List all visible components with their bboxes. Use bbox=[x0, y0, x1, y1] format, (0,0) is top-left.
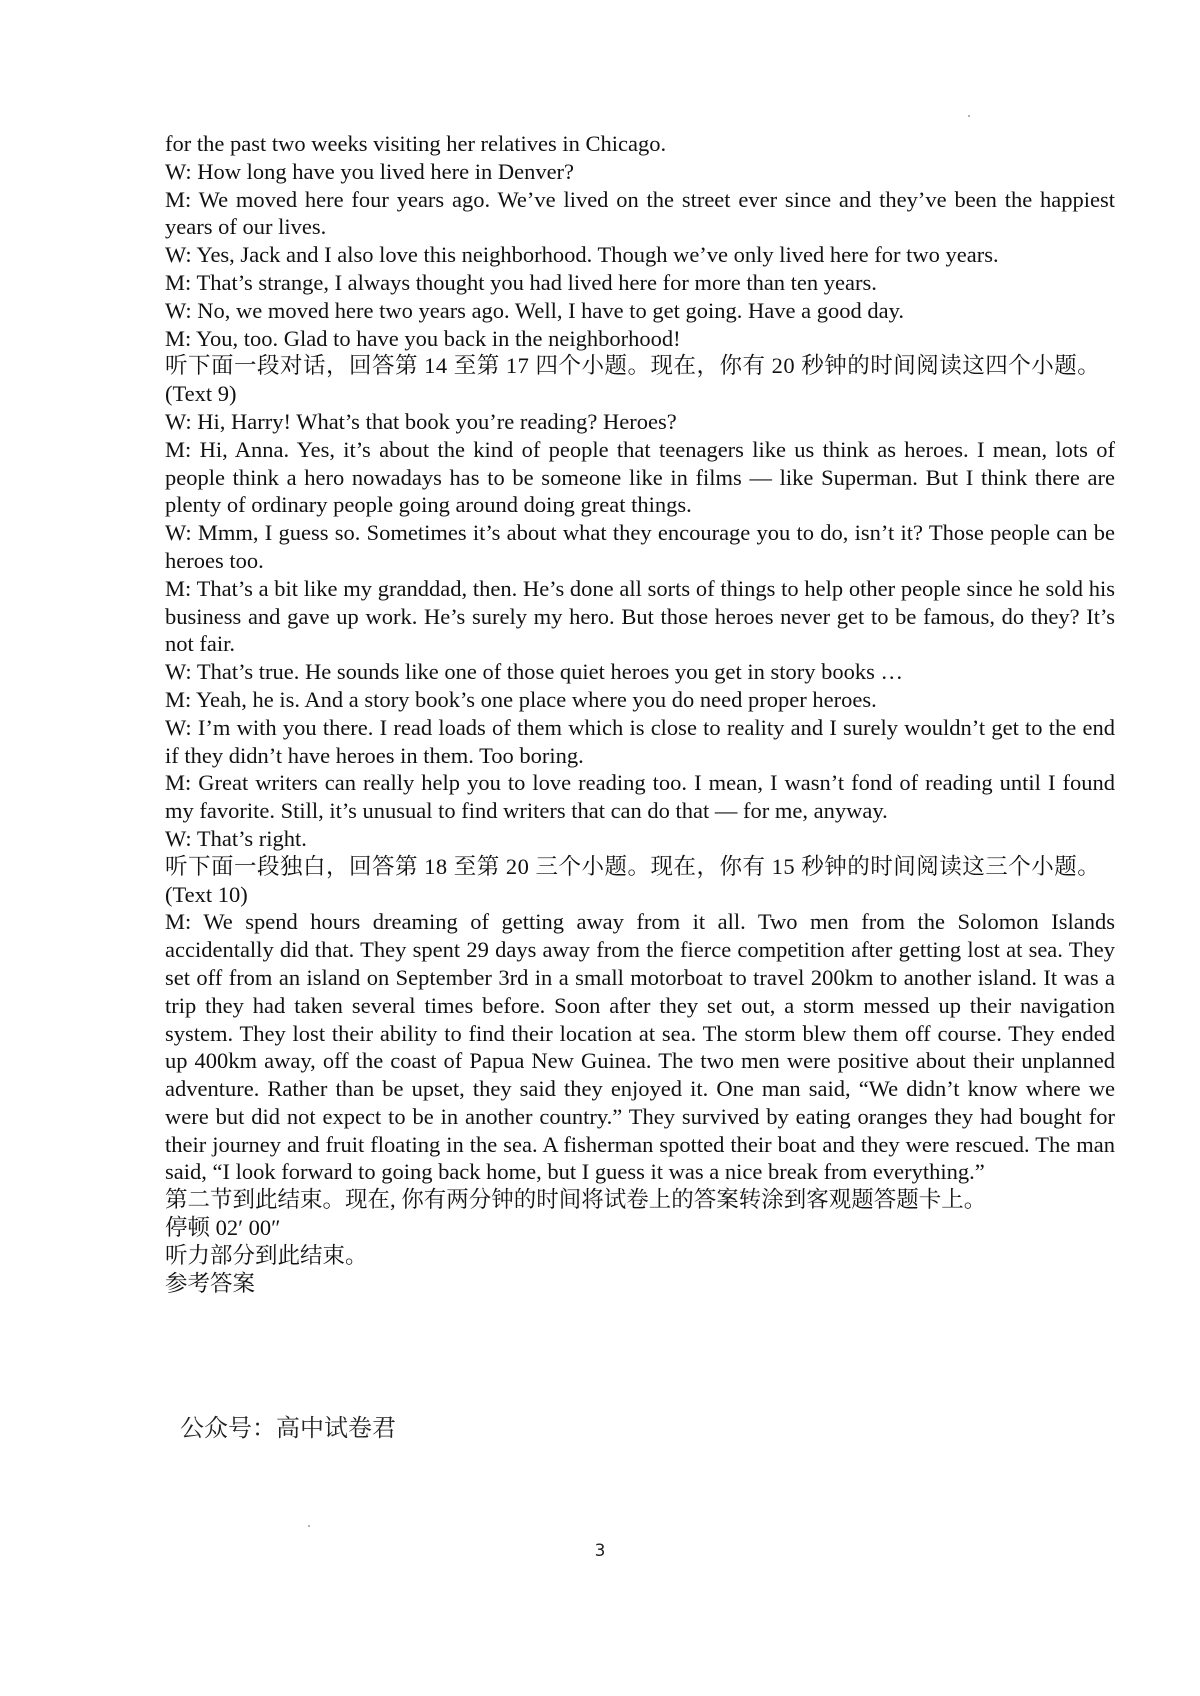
text-paragraph: M: That’s a bit like my granddad, then. He’s done all sorts of things to help other people since he sold his business and gave up work. He’s surely my hero. But those heroes never get to be famous, do they? It’s not fair. bbox=[165, 575, 1115, 657]
text-heading: (Text 9) bbox=[165, 381, 237, 407]
section-instruction: 第二节到此结束。现在, 你有两分钟的时间将试卷上的答案转涂到客观题答题卡上。 bbox=[165, 1187, 987, 1213]
section-instruction: 听下面一段对话，回答第 14 至第 17 四个小题。现在，你有 20 秒钟的时间阅读这四个小题。 bbox=[165, 353, 1101, 379]
text-paragraph: M: We moved here four years ago. We’ve lived on the street ever since and they’ve been the happiest years of our lives. bbox=[165, 186, 1115, 240]
text-paragraph: W: How long have you lived here in Denver? bbox=[165, 158, 575, 184]
text-paragraph: M: Great writers can really help you to love reading too. I mean, I wasn’t fond of reading until I found my favorite. Still, it’s unusual to find writers that can do that — for me, anyway. bbox=[165, 770, 1115, 824]
answer-key-heading: 参考答案 bbox=[165, 1270, 256, 1296]
text-paragraph: M: You, too. Glad to have you back in the neighborhood! bbox=[165, 325, 681, 351]
page-body bbox=[165, 130, 1115, 1297]
text-paragraph: W: Hi, Harry! What’s that book you’re reading? Heroes? bbox=[165, 408, 677, 434]
page-number: 3 bbox=[594, 1541, 606, 1561]
scan-speck bbox=[968, 115, 970, 117]
text-paragraph: for the past two weeks visiting her relatives in Chicago. bbox=[165, 131, 667, 156]
text-paragraph: M: Yeah, he is. And a story book’s one place where you do need proper heroes. bbox=[165, 686, 877, 712]
text-paragraph: W: Mmm, I guess so. Sometimes it’s about what they encourage you to do, isn’t it? Those people can be heroes too. bbox=[165, 520, 1115, 573]
text-paragraph: W: I’m with you there. I read loads of them which is close to reality and I surely wouldn’t get to the end if they didn’t have heroes in them. Too boring. bbox=[165, 714, 1115, 768]
text-paragraph: M: Hi, Anna. Yes, it’s about the kind of people that teenagers like us think as heroes. I mean, lots of people think a hero nowadays has to be someone like in films — like Superman. But I think there are plenty of ordinary people going around doing great things. bbox=[165, 436, 1115, 518]
text-paragraph: W: Yes, Jack and I also love this neighborhood. Though we’ve only lived here for two years. bbox=[165, 242, 999, 268]
section-end-note: 听力部分到此结束。 bbox=[165, 1242, 368, 1268]
section-instruction: 听下面一段独白，回答第 18 至第 20 三个小题。现在，你有 15 秒钟的时间阅读这三个小题。 bbox=[165, 853, 1101, 879]
scan-speck bbox=[308, 1525, 310, 1527]
text-paragraph: M: We spend hours dreaming of getting away from it all. Two men from the Solomon Islands accidentally did that. They spent 29 days away from the fierce competition after getting lost at sea. They set off from an island on September 3rd in a small motorboat to travel 200km to another island. It was a trip they had taken several times before. Soon after they set out, a storm messed up their navigation system. They lost their ability to find their location at sea. The storm blew them off course. They ended up 400km away, off the coast of Papua New Guinea. The two men were positive about their unplanned adventure. Rather than be upset, they said they enjoyed it. One man said, “We didn’t know where we were but did not expect to be in another country.” They survived by eating oranges they had bought for their journey and fruit floating in the sea. A fisherman spotted their boat and they were rescued. The man said, “I look forward to going back home, but I guess it was a nice break from everything.” bbox=[165, 909, 1115, 1185]
pause-note: 停顿 02′ 00″ bbox=[165, 1215, 281, 1241]
text-paragraph: W: No, we moved here two years ago. Well, I have to get going. Have a good day. bbox=[165, 297, 905, 323]
text-heading: (Text 10) bbox=[165, 881, 248, 907]
text-paragraph: W: That’s right. bbox=[165, 825, 307, 851]
text-paragraph: W: That’s true. He sounds like one of those quiet heroes you get in story books … bbox=[165, 659, 904, 685]
wechat-account-label: 公众号：高中试卷君 bbox=[180, 1414, 396, 1442]
text-paragraph: M: That’s strange, I always thought you had lived here for more than ten years. bbox=[165, 269, 877, 295]
